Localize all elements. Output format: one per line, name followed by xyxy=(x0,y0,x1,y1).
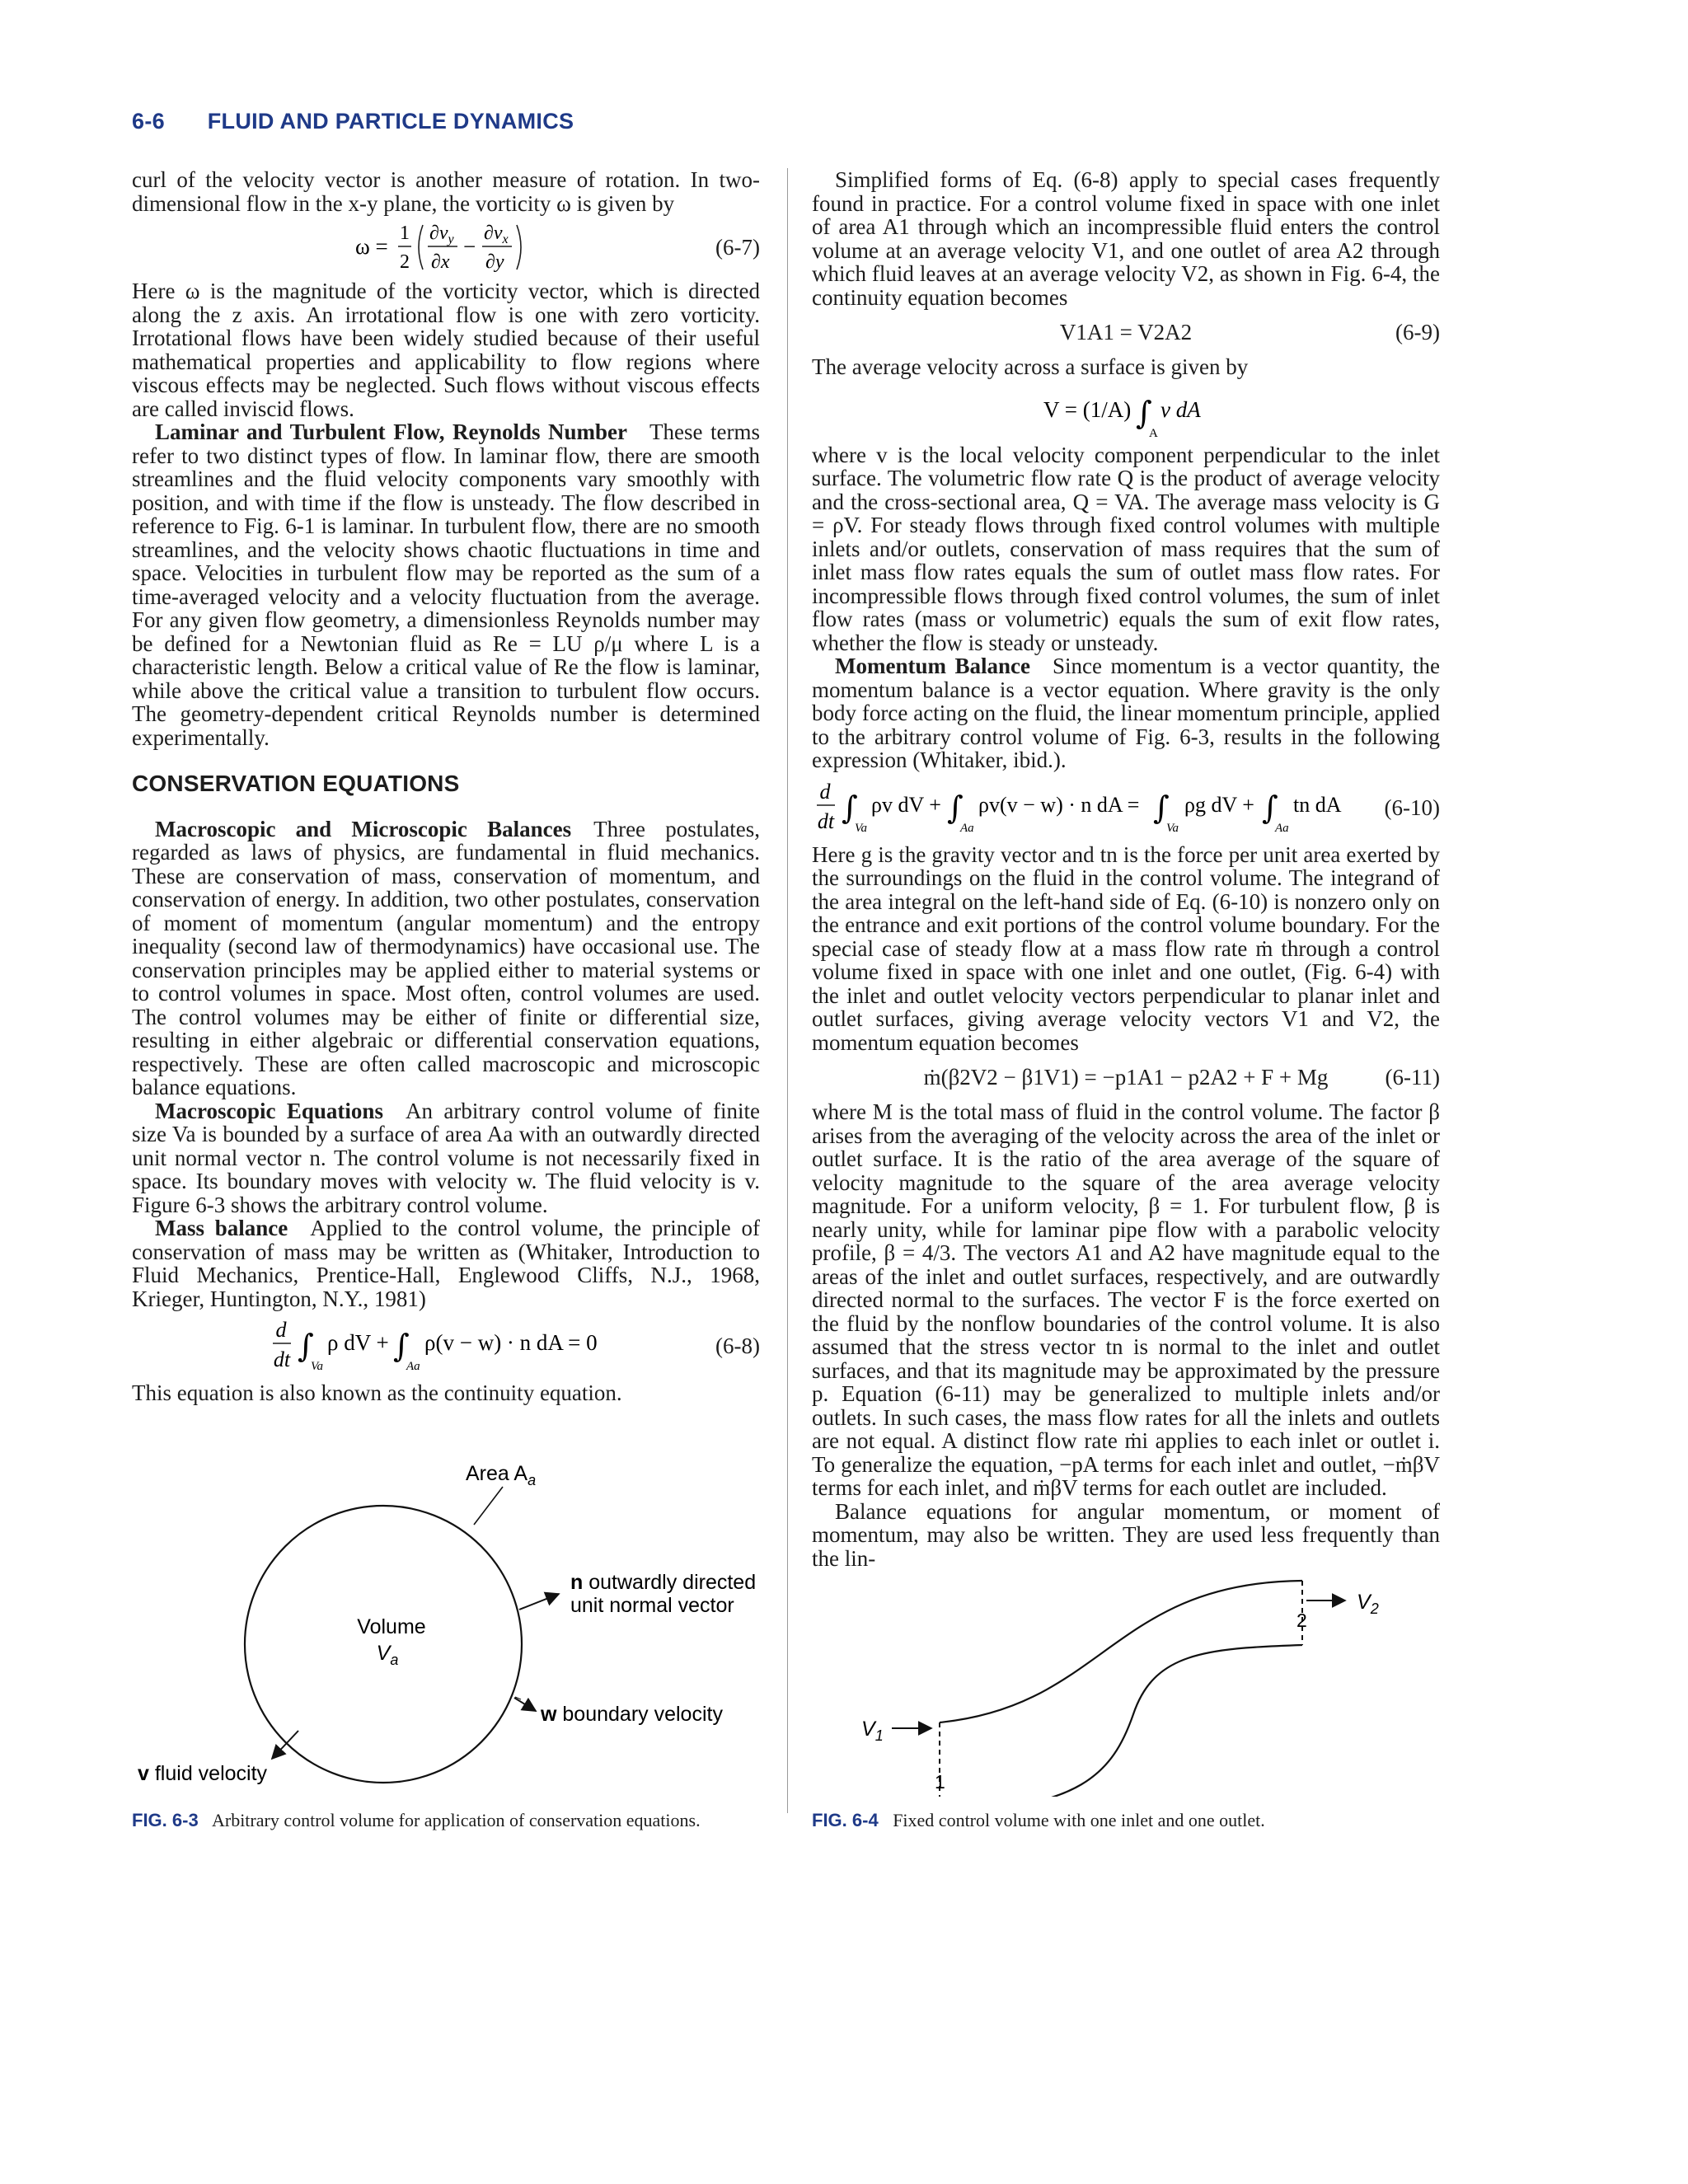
page-number: 6-6 xyxy=(132,109,165,134)
svg-text:Aa: Aa xyxy=(1275,821,1289,835)
svg-text:ρv dV +: ρv dV + xyxy=(871,792,941,817)
svg-text:Va: Va xyxy=(311,1360,323,1373)
paragraph: Simplified forms of Eq. (6-8) apply to special cases frequently found in practice. For a control volume fixed in space with one inlet of area A1 through which an incompressible fluid enters the control volume at an average velocity V1, and one outlet of area A2 through which fluid leaves at an average velocity V2, as shown in Fig. 6-4, the continuity equation becomes xyxy=(812,167,1440,310)
integral-sign: ∫ xyxy=(1262,789,1278,826)
svg-text:dt: dt xyxy=(817,808,835,833)
area-leader-line xyxy=(474,1487,503,1525)
eq-lhs: ω = xyxy=(355,234,388,259)
eq-d2-num: $\partial v_x$ xyxy=(484,223,509,246)
control-volume-diagram xyxy=(115,1451,775,1797)
fixed-control-volume-diagram xyxy=(841,1566,1434,1797)
integral-sign: ∫ xyxy=(1136,394,1152,431)
paragraph: where v is the local velocity component perpendicular to the inlet surface. The volumetric flow rate Q is the product of average velocity and the cross-sectional area, Q = VA. The average mass velocity is G = ρV. For steady flows through fixed control volumes with multiple inlets and/or outlets, conservation of mass requires that the sum of inlet mass flow rates equals the sum of outlet mass flow rates. For incompressible flows through fixed control volumes, the sum of inlet flow rates (mass or volumetric) equals the sum of exit flow rates, whether the flow is steady or unsteady. xyxy=(812,442,1440,655)
normal-vector-label-2: unit normal vector xyxy=(570,1594,734,1617)
eq-num: 1 xyxy=(400,223,410,244)
volume-label: Volume xyxy=(357,1615,426,1638)
figure-6-4 xyxy=(841,1566,1434,1797)
equation-number: (6-11) xyxy=(1385,1064,1440,1090)
equation-6-10 xyxy=(812,777,1440,838)
eq-d1-den: ∂x xyxy=(431,251,450,273)
svg-text:ρg dV +: ρg dV + xyxy=(1184,792,1254,817)
figure-6-3 xyxy=(115,1451,775,1797)
inlet-number: 1 xyxy=(935,1771,945,1793)
integral-sign: ∫ xyxy=(393,1328,410,1364)
upper-wall xyxy=(940,1581,1302,1722)
run-in-heading: Macroscopic Equations xyxy=(155,1098,383,1123)
svg-text:V = (1/A): V = (1/A) xyxy=(1043,396,1132,422)
svg-text:dt: dt xyxy=(273,1347,291,1371)
average-velocity-formula xyxy=(1043,384,1208,438)
run-in-heading: Momentum Balance xyxy=(835,654,1030,678)
paragraph: curl of the velocity vector is another measure of rotation. In two-dimensional flow in the x-y plane, the vorticity ω is given by xyxy=(132,167,760,216)
svg-text:Va: Va xyxy=(855,821,867,835)
integral-sign: ∫ xyxy=(947,789,964,826)
svg-text:Va: Va xyxy=(1166,821,1179,835)
paragraph: Macroscopic and Microscopic Balances Three postulates, regarded as laws of physics, are fundamental in fluid mechanics. These are conservation of mass, conservation of momentum, and conservation of energy. In addition, two other postulates, conservation of moment of momentum (angular momentum) and the entropy inequality (second law of thermodynamics) have occasional use. The conservation principles may be applied either to material systems or to control volumes in space. Most often, control volumes are used. The control volumes may be either of finite or differential size, resulting in either algebraic or differential conservation equations, respectively. These are often called macroscopic and microscopic balance equations. xyxy=(132,816,760,1099)
svg-text:ρv(v − w) · n dA =: ρv(v − w) · n dA = xyxy=(978,792,1140,817)
column-divider xyxy=(787,168,788,1813)
equation-number: (6-9) xyxy=(1395,319,1440,344)
figure-6-3-caption xyxy=(132,1810,701,1831)
page-header xyxy=(132,109,574,134)
equation-6-9 xyxy=(812,314,1440,350)
normal-vector-arrow xyxy=(519,1594,559,1610)
equation-number: (6-10) xyxy=(1384,794,1440,820)
run-in-heading: Mass balance xyxy=(155,1216,288,1240)
paragraph: Balance equations for angular momentum, or moment of momentum, may also be written. They are used less frequently than the lin- xyxy=(812,1498,1440,1571)
svg-text:Aa: Aa xyxy=(406,1360,420,1373)
right-column xyxy=(812,168,1440,1570)
svg-text:ρ dV +: ρ dV + xyxy=(327,1330,389,1355)
running-title: FLUID AND PARTICLE DYNAMICS xyxy=(207,109,574,134)
paragraph: Here g is the gravity vector and tn is the force per unit area exerted by the surroundings on the fluid in the control volume. The integrand of the area integral on the left-hand side of Eq. (6-10) is nonzero only on the entrance and exit portions of the control volume boundary. For the special case of steady flow at a mass flow rate ṁ through a control volume fixed in space with one inlet and one outlet, (Fig. 6-4) with the inlet and outlet velocity vectors perpendicular to planar inlet and outlet surfaces, giving average velocity vectors V1 and V2, the momentum equation becomes xyxy=(812,841,1440,1055)
equation-body: V1A1 = V2A2 xyxy=(1059,319,1193,344)
svg-text:v dA: v dA xyxy=(1160,396,1201,422)
svg-text:tn dA: tn dA xyxy=(1293,792,1342,817)
paragraph: The average velocity across a surface is given by xyxy=(812,354,1249,379)
paragraph: Mass balance Applied to the control volume, the principle of conservation of mass may be written as (Whitaker, Introduction to Fluid Mechanics, Prentice-Hall, Englewood Cliffs, N.J., 1968, Krieger, Huntington, N.Y., 1981) xyxy=(132,1216,760,1311)
left-column xyxy=(132,168,760,1405)
caption-label: FIG. 6-3 xyxy=(132,1810,199,1830)
integral-sign: ∫ xyxy=(842,789,858,826)
equation-average-velocity xyxy=(812,384,1440,438)
paragraph: Here ω is the magnitude of the vorticity vector, which is directed along the z axis. An irrotational flow is one with zero vorticity. Irrotational flows have been widely studied because of their useful mathematical properties and applicability to flow regions where viscous effects may be neglected. Such flows without viscous effects are called inviscid flows. xyxy=(132,279,760,421)
eq-d2-den: ∂y xyxy=(485,251,504,273)
paragraph: This equation is also known as the continuity equation. xyxy=(132,1380,622,1405)
eq-minus: − xyxy=(463,234,476,259)
integral-sign: ∫ xyxy=(1153,789,1170,826)
run-in-heading: Laminar and Turbulent Flow, Reynolds Number xyxy=(155,419,628,444)
section-heading: CONSERVATION EQUATIONS xyxy=(132,771,460,796)
continuity-formula xyxy=(273,1315,619,1376)
boundary-velocity-label: w boundary velocity xyxy=(541,1703,723,1726)
equation-number: (6-8) xyxy=(715,1333,760,1358)
area-label: Area $A_a$ xyxy=(466,1462,537,1488)
svg-text:ρ(v − w) · n dA = 0: ρ(v − w) · n dA = 0 xyxy=(424,1330,598,1355)
caption-label: FIG. 6-4 xyxy=(812,1810,879,1830)
run-in-heading: Macroscopic and Microscopic Balances xyxy=(155,816,572,841)
boundary-velocity-arrow xyxy=(514,1698,536,1711)
eq-d1-num: $\partial v_y$ xyxy=(429,223,454,246)
equation-6-11 xyxy=(812,1059,1440,1095)
fluid-velocity-arrow xyxy=(272,1731,298,1759)
paragraph: where M is the total mass of fluid in the control volume. The factor β arises from the averaging of the velocity across the area of the inlet or outlet surface. It is the ratio of the area average of the square of velocity magnitude to the square of the area average velocity magnitude. For a uniform velocity, β = 1. For turbulent flow, β is nearly unity, while for laminar pipe flow with a parabolic velocity profile, β = 4/3. The vectors A1 and A2 have magnitude equal to the areas of the inlet and outlet surfaces, respectively, and are outwardly directed normal to the surfaces. The vector F is the force exerted on the fluid by the nonflow boundaries of the control volume. It is also assumed that the stress vector tn is normal to the inlet and outlet surfaces, and that its magnitude may be approximated by the pressure p. Equation (6-11) may be generalized to multiple inlets and/or outlets. In such cases, the mass flow rates for all the inlets and outlets are not equal. A distinct flow rate ṁi applies to each inlet or outlet i. To generalize the equation, −pA terms for each inlet and outlet, −ṁβV terms for each inlet, and ṁβV terms for each outlet are included. xyxy=(812,1099,1440,1500)
momentum-formula xyxy=(817,777,1344,838)
svg-text:d: d xyxy=(275,1318,287,1342)
svg-text:d: d xyxy=(819,779,831,804)
outlet-number: 2 xyxy=(1296,1610,1307,1631)
paragraph: Macroscopic Equations An arbitrary control volume of finite size Va is bounded by a surface of area Aa with an outwardly directed unit normal vector n. The control volume is not necessarily fixed in space. Its boundary moves with velocity w. The fluid velocity is v. Figure 6-3 shows the arbitrary control volume. xyxy=(132,1098,760,1217)
svg-text:A: A xyxy=(1149,426,1158,440)
equation-body: ṁ(β2V2 − β1V1) = −p1A1 − p2A2 + F + Mg xyxy=(923,1064,1329,1090)
integral-sign: ∫ xyxy=(298,1328,314,1364)
lower-wall xyxy=(940,1645,1302,1797)
caption-text: Fixed control volume with one inlet and one outlet. xyxy=(893,1810,1265,1830)
equation-6-8 xyxy=(132,1315,760,1376)
eq-den: 2 xyxy=(400,251,410,273)
equation-number: (6-7) xyxy=(715,234,760,260)
equation-6-7 xyxy=(132,220,760,274)
paragraph: Laminar and Turbulent Flow, Reynolds Number These terms refer to two distinct types of flow. In laminar flow, there are smooth streamlines and the fluid velocity components vary smoothly with position, and with time if the flow is unsteady. The flow described in reference to Fig. 6-1 is laminar. In turbulent flow, there are no smooth streamlines, and the velocity shows chaotic fluctuations in time and space. Velocities in turbulent flow may be reported as the sum of a time-averaged velocity and a velocity fluctuation from the average. For any given flow geometry, a dimensionless Reynolds number may be defined for a Newtonian fluid as Re = LU ρ/μ where L is a characteristic length. Below a critical value of Re the flow is laminar, while above the critical value a transition to turbulent flow occurs. The geometry-dependent critical Reynolds number is determined experimentally. xyxy=(132,419,760,750)
paragraph: Momentum Balance Since momentum is a vector quantity, the momentum balance is a vector equation. Where gravity is the only body force acting on the fluid, the linear momentum principle, applied to the arbitrary control volume of Fig. 6-3, results in the following expression (Whitaker, ibid.). xyxy=(812,654,1441,772)
svg-text:Aa: Aa xyxy=(960,821,974,835)
caption-text: Arbitrary control volume for application of conservation equations. xyxy=(211,1810,701,1830)
inlet-velocity-label: $V_1$ xyxy=(861,1718,884,1744)
volume-symbol: $V_a$ xyxy=(376,1642,399,1668)
vorticity-formula xyxy=(355,220,537,274)
fluid-velocity-label: v fluid velocity xyxy=(138,1762,268,1785)
normal-vector-label: n outwardly directed xyxy=(570,1571,757,1594)
outlet-velocity-label: $V_2$ xyxy=(1357,1591,1379,1617)
figure-6-4-caption xyxy=(812,1810,1265,1831)
